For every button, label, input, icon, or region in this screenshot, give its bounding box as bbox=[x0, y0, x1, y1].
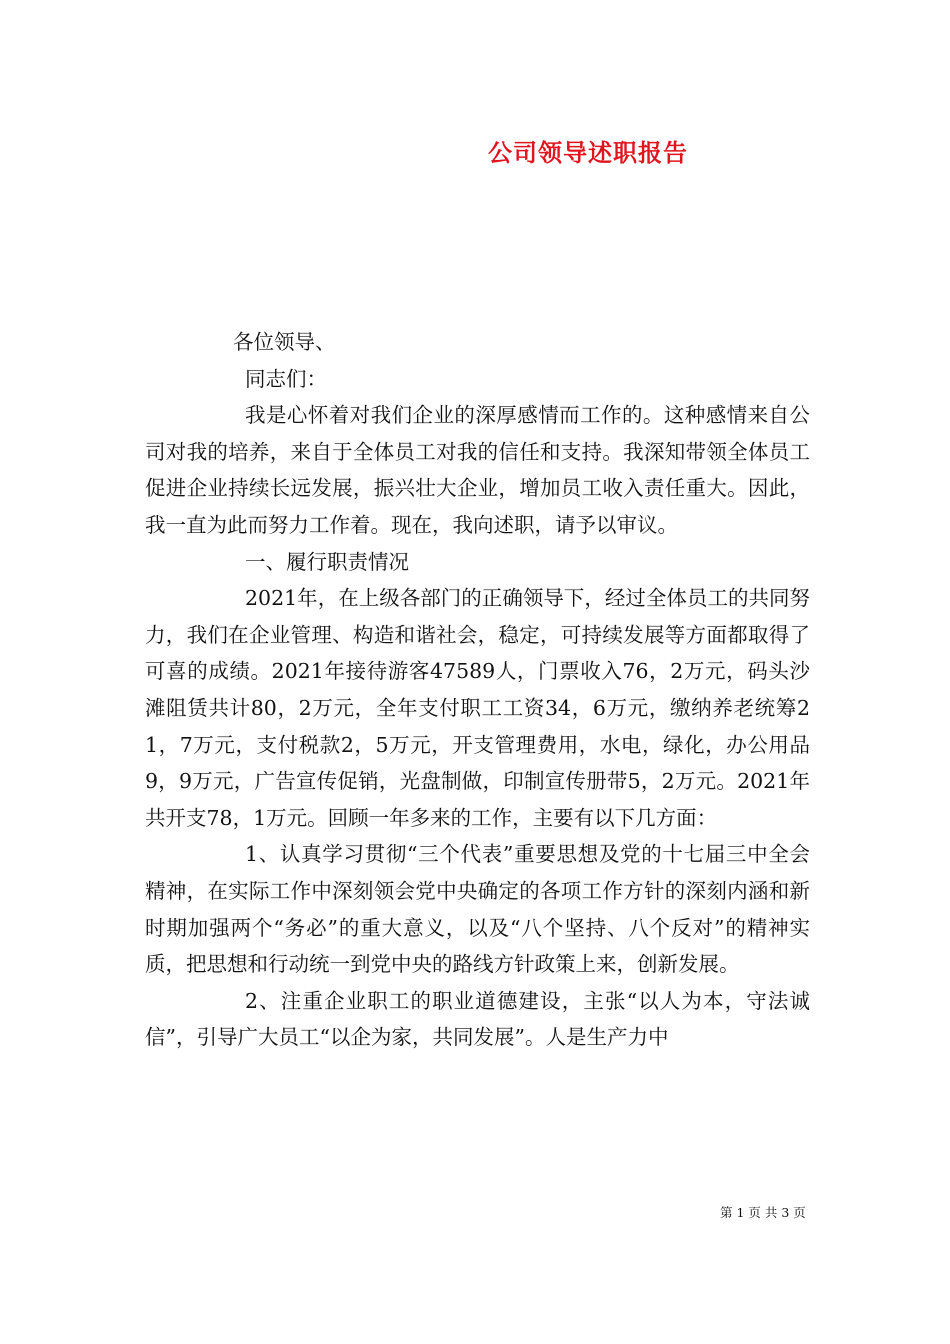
paragraph-point-2: 2、注重企业职工的职业道德建设，主张“以人为本，守法诚信”，引导广大员工“以企为家，共同发展”。人是生产力中 bbox=[145, 988, 810, 1050]
section-heading-duties: 一、履行职责情况 bbox=[245, 549, 409, 574]
paragraph-achievements: 2021年，在上级各部门的正确领导下，经过全体员工的共同努力，我们在企业管理、构造和谐社会，稳定，可持续发展等方面都取得了可喜的成绩。2021年接待游客47589人，门票收入76，2万元，码头沙滩阻赁共计80，2万元，全年支付职工工资34，6万元，缴纳养老统筹21，7万元，支付税款2，5万元，开支管理费用，水电，绿化，办公用品9，9万元，广告宣传促销，光盘制做，印制宣传册带5，2万元。2021年共开支78，1万元。回顾一年多来的工作，主要有以下几方面： bbox=[145, 586, 810, 830]
page-number: 第 1 页 共 3 页 bbox=[720, 1205, 806, 1220]
paragraph-intro: 我是心怀着对我们企业的深厚感情而工作的。这种感情来自公司对我的培养，来自于全体员工对我的信任和支持。我深知带领全体员工促进企业持续长远发展，振兴壮大企业，增加员工收入责任重大。因此，我一直为此而努力工作着。现在，我向述职，请予以审议。 bbox=[145, 403, 810, 537]
salutation-leaders: 各位领导、 bbox=[233, 330, 336, 354]
paragraph-point-1: 1、认真学习贯彻“三个代表”重要思想及党的十七届三中全会精神，在实际工作中深刻领会党中央确定的各项工作方针的深刻内涵和新时期加强两个“务必”的重大意义，以及“八个坚持、八个反对”的精神实质，把思想和行动统一到党中央的路线方针政策上来，创新发展。 bbox=[145, 842, 810, 977]
document-body bbox=[145, 324, 810, 1056]
document-title: 公司领导述职报告 bbox=[488, 138, 688, 167]
salutation-comrades: 同志们： bbox=[245, 366, 327, 391]
